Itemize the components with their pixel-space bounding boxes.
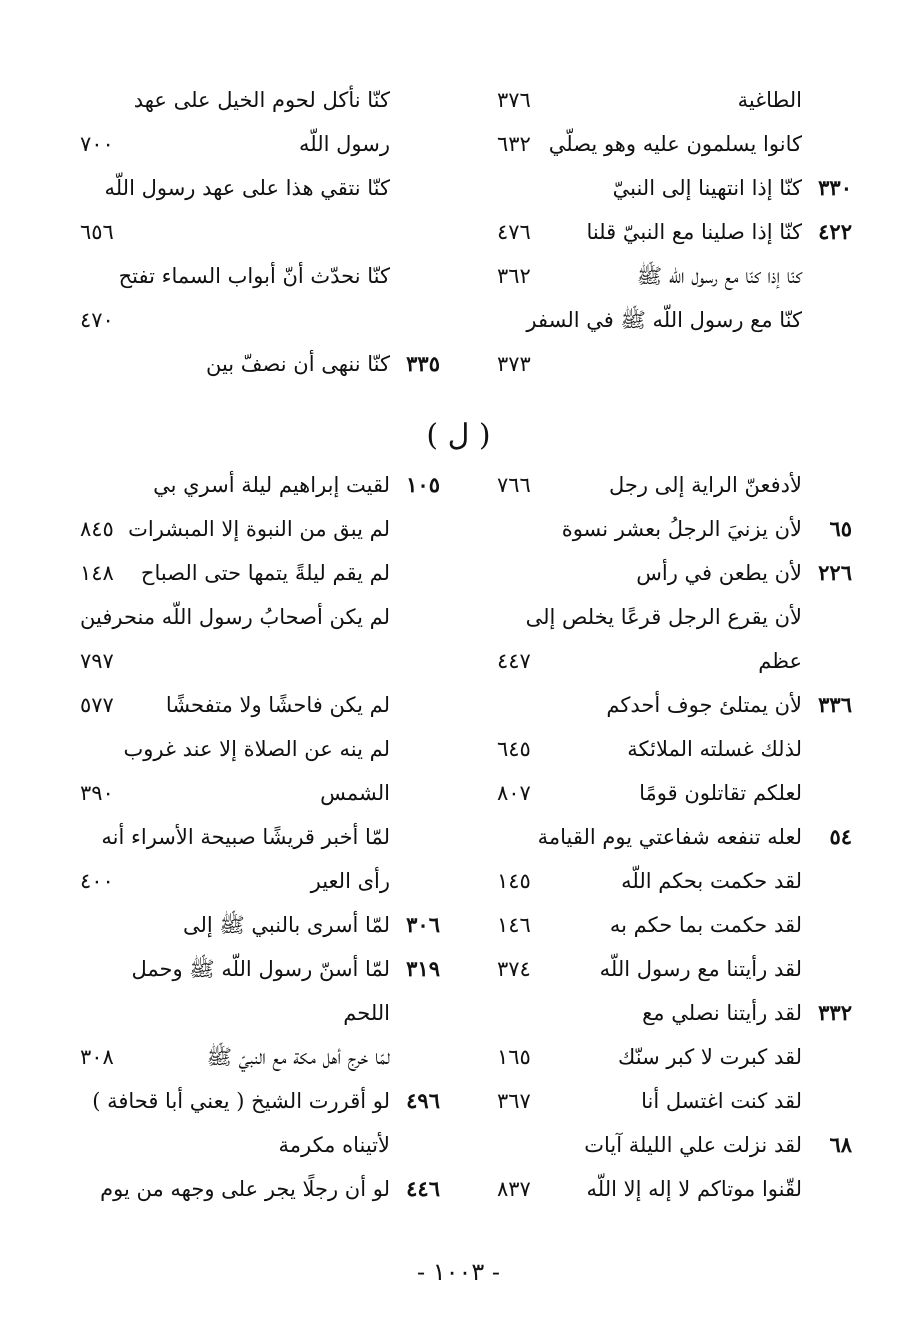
entry-page-number: ٣٠٨ bbox=[80, 1045, 114, 1069]
entry-page-number: ٣٧٣ bbox=[497, 352, 531, 376]
index-entry bbox=[80, 859, 440, 903]
entry-number: ٤٤٦ bbox=[406, 1176, 440, 1201]
index-entry bbox=[497, 78, 852, 122]
entry-number: ٣٣٦ bbox=[818, 692, 852, 717]
entry-text: لو أن رجلًا يجر على وجهه من يوم bbox=[100, 1177, 390, 1201]
entry-text: لم يقم ليلةً يتمها حتى الصباح bbox=[140, 561, 390, 585]
entry-page-number: ٥٧٧ bbox=[80, 693, 114, 717]
entry-text: لقد رأيتنا نصلي مع bbox=[642, 1001, 802, 1025]
index-entry bbox=[497, 947, 852, 991]
entry-number: ٣١٩ bbox=[406, 956, 440, 981]
index-entry bbox=[497, 859, 852, 903]
entry-text: الطاغية bbox=[737, 88, 802, 112]
entry-text: لأدفعنّ الراية إلى رجل bbox=[608, 473, 802, 497]
entry-number: ٣٣٢ bbox=[818, 1000, 852, 1025]
index-entry bbox=[80, 78, 440, 122]
entry-page-number: ٧٠٠ bbox=[80, 132, 114, 156]
entry-text: لأن يمتلئ جوف أحدكم bbox=[606, 693, 802, 717]
entry-text: لأن يقرع الرجل قرعًا يخلص إلى bbox=[525, 605, 802, 629]
index-entry bbox=[80, 298, 440, 342]
index-entry bbox=[497, 254, 852, 298]
entry-page-number: ٧٩٧ bbox=[80, 649, 114, 673]
entry-text: كنّا نأكل لحوم الخيل على عهد bbox=[133, 88, 390, 112]
entry-number: ٥٤ bbox=[829, 824, 852, 849]
section-heading: ( ل ) bbox=[426, 418, 491, 453]
entry-number: ٤٢٢ bbox=[818, 219, 852, 244]
entry-number: ٦٥ bbox=[829, 516, 852, 541]
entry-text: لأن يطعن في رأس bbox=[636, 561, 802, 585]
entry-number: ٢٢٦ bbox=[818, 560, 852, 585]
index-entry bbox=[80, 463, 440, 507]
index-entry bbox=[497, 727, 852, 771]
index-entry bbox=[497, 1035, 852, 1079]
entry-page-number: ١٤٦ bbox=[497, 913, 531, 937]
index-entry bbox=[80, 639, 440, 683]
entry-text: لقد حكمت بحكم اللّه bbox=[621, 869, 802, 893]
index-entry bbox=[80, 991, 440, 1035]
entry-number: ٦٨ bbox=[829, 1132, 852, 1157]
index-entry bbox=[80, 1167, 440, 1211]
entry-text: لمّا أسنّ رسول اللّه ﷺ وحمل bbox=[131, 957, 390, 981]
entry-number: ٤٩٦ bbox=[406, 1088, 440, 1113]
index-entry bbox=[497, 639, 852, 683]
index-entry bbox=[80, 210, 440, 254]
index-entry bbox=[497, 1123, 852, 1167]
entry-text: لذلك غسلته الملائكة bbox=[627, 737, 802, 761]
entry-text: كنّا إذا كنّا مع رسول اللّه ﷺ bbox=[636, 264, 802, 288]
entry-text: كنّا نحدّث أنّ أبواب السماء تفتح bbox=[118, 264, 390, 288]
entry-text: لمّا خرج أهل مكة مع النبيّ ﷺ bbox=[206, 1045, 390, 1069]
index-entry bbox=[80, 815, 440, 859]
entry-number: ٣٣٠ bbox=[818, 175, 852, 200]
index-entry bbox=[80, 166, 440, 210]
entry-text: لعله تنفعه شفاعتي يوم القيامة bbox=[537, 825, 802, 849]
entry-page-number: ١٤٥ bbox=[497, 869, 531, 893]
entry-number: ٣٠٦ bbox=[406, 912, 440, 937]
index-entry bbox=[80, 947, 440, 991]
entry-text: كنّا إذا انتهينا إلى النبيّ bbox=[612, 176, 802, 200]
entry-text: لقد رأيتنا مع رسول اللّه bbox=[599, 957, 802, 981]
index-entry bbox=[497, 991, 852, 1035]
index-entry bbox=[80, 342, 440, 386]
entry-page-number: ٦٤٥ bbox=[497, 737, 531, 761]
index-entry bbox=[497, 595, 852, 639]
index-entry bbox=[497, 903, 852, 947]
index-entry bbox=[497, 551, 852, 595]
entry-page-number: ٣٧٦ bbox=[497, 88, 531, 112]
index-entry bbox=[80, 122, 440, 166]
index-entry bbox=[497, 122, 852, 166]
index-entry bbox=[497, 298, 852, 342]
entry-text: كنّا إذا صلينا مع النبيّ قلنا bbox=[586, 220, 802, 244]
entry-text: عظم bbox=[758, 649, 802, 673]
entry-text: كنّا مع رسول اللّه ﷺ في السفر bbox=[526, 308, 802, 332]
index-entry bbox=[80, 771, 440, 815]
entry-text: لأتيناه مكرمة bbox=[278, 1133, 390, 1157]
entry-text: رسول اللّه bbox=[299, 132, 390, 156]
entry-page-number: ٦٣٢ bbox=[497, 132, 531, 156]
entry-page-number: ٤٠٠ bbox=[80, 869, 114, 893]
index-entry bbox=[80, 727, 440, 771]
entry-page-number: ٤٧٦ bbox=[497, 220, 531, 244]
index-entry bbox=[80, 551, 440, 595]
entry-text: لم يكن أصحابُ رسول اللّه منحرفين bbox=[80, 605, 390, 629]
index-entry bbox=[497, 1167, 852, 1211]
entry-text: لعلكم تقاتلون قومًا bbox=[639, 781, 802, 805]
entry-text: لقد حكمت بما حكم به bbox=[609, 913, 802, 937]
index-entry bbox=[497, 1079, 852, 1123]
entry-page-number: ٣٦٢ bbox=[497, 264, 531, 288]
entry-text: لقّنوا موتاكم لا إله إلا اللّه bbox=[586, 1177, 802, 1201]
entry-page-number: ٨٣٧ bbox=[497, 1177, 531, 1201]
index-entry bbox=[497, 815, 852, 859]
entry-page-number: ٧٦٦ bbox=[497, 473, 531, 497]
index-entry bbox=[497, 771, 852, 815]
entry-text: لمّا أسرى بالنبي ﷺ إلى bbox=[182, 913, 390, 937]
entry-page-number: ١٤٨ bbox=[80, 561, 114, 585]
index-entry bbox=[497, 463, 852, 507]
entry-text: لقد نزلت علي الليلة آيات bbox=[584, 1133, 802, 1157]
entry-number: ٣٣٥ bbox=[406, 351, 440, 376]
entry-page-number: ٨٠٧ bbox=[497, 781, 531, 805]
entry-number: ١٠٥ bbox=[406, 472, 440, 497]
entry-text: لقيت إبراهيم ليلة أسري بي bbox=[153, 473, 390, 497]
index-entry bbox=[80, 254, 440, 298]
entry-page-number: ٤٧٠ bbox=[80, 308, 114, 332]
entry-page-number: ٣٦٧ bbox=[497, 1089, 531, 1113]
index-entry bbox=[497, 166, 852, 210]
entry-text: اللحم bbox=[343, 1001, 390, 1025]
index-entry bbox=[80, 1035, 440, 1079]
page-number: - ١٠٠٣ - bbox=[416, 1258, 501, 1286]
entry-text: لم يبق من النبوة إلا المبشرات bbox=[128, 517, 390, 541]
entry-text: الشمس bbox=[320, 781, 390, 805]
index-entry bbox=[80, 1123, 440, 1167]
entry-text: لأن يزنيَ الرجلُ بعشر نسوة bbox=[561, 517, 802, 541]
entry-text: لقد كنت اغتسل أنا bbox=[641, 1089, 802, 1113]
entry-text: لم ينه عن الصلاة إلا عند غروب bbox=[123, 737, 390, 761]
entry-text: رأى العير bbox=[310, 869, 390, 893]
entry-text: كنّا ننهى أن نصفّ بين bbox=[205, 352, 390, 376]
index-entry bbox=[497, 342, 852, 386]
index-entry bbox=[497, 507, 852, 551]
entry-page-number: ١٦٥ bbox=[497, 1045, 531, 1069]
entry-page-number: ٣٩٠ bbox=[80, 781, 114, 805]
entry-text: لم يكن فاحشًا ولا متفحشًا bbox=[165, 693, 390, 717]
index-entry bbox=[80, 683, 440, 727]
index-entry bbox=[80, 507, 440, 551]
index-entry bbox=[80, 1079, 440, 1123]
entry-text: لمّا أخبر قريشًا صبيحة الأسراء أنه bbox=[101, 825, 390, 849]
entry-page-number: ٦٥٦ bbox=[80, 220, 114, 244]
entry-page-number: ٨٤٥ bbox=[80, 517, 114, 541]
entry-page-number: ٤٤٧ bbox=[497, 649, 531, 673]
entry-text: لو أقررت الشيخ ( يعني أبا قحافة ) bbox=[92, 1089, 390, 1113]
index-entry bbox=[497, 683, 852, 727]
entry-text: كنّا نتقي هذا على عهد رسول اللّه bbox=[104, 176, 390, 200]
entry-page-number: ٣٧٤ bbox=[497, 957, 531, 981]
entry-text: كانوا يسلمون عليه وهو يصلّي bbox=[548, 132, 802, 156]
index-entry bbox=[80, 595, 440, 639]
index-entry bbox=[80, 903, 440, 947]
index-entry bbox=[497, 210, 852, 254]
entry-text: لقد كبرت لا كبر سنّك bbox=[618, 1045, 802, 1069]
